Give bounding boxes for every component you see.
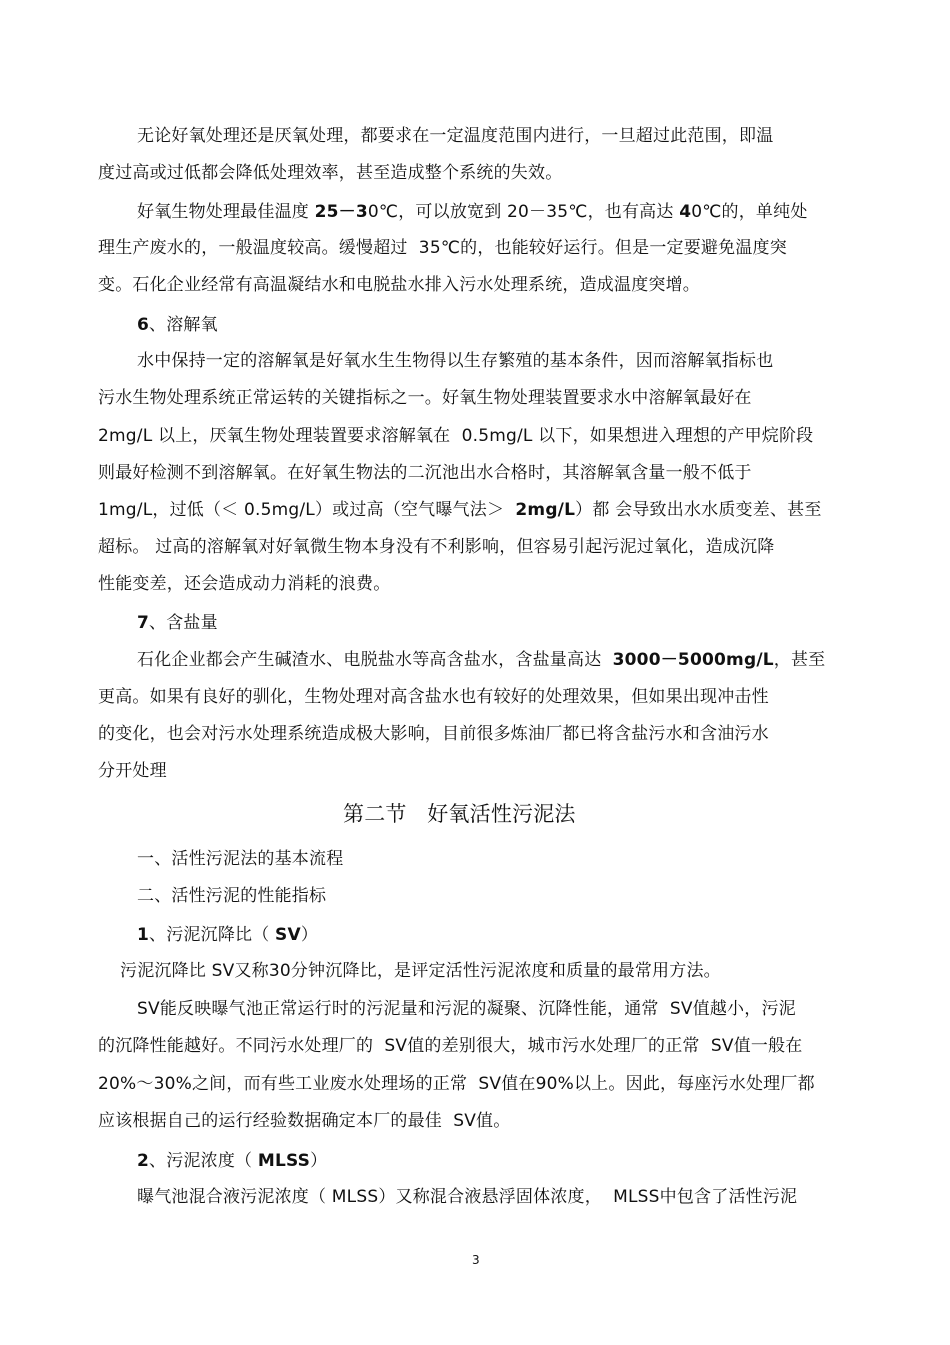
text-line: 无论好氧处理还是厌氧处理，都要求在一定温度范围内进行，一旦超过此范围，即温	[137, 126, 774, 146]
page-number: 3	[472, 1253, 480, 1267]
text-line: 变。石化企业经常有高温凝结水和电脱盐水排入污水处理系统，造成温度突增。	[98, 275, 700, 295]
text-line: 更高。如果有良好的驯化，生物处理对高含盐水也有较好的处理效果，但如果出现冲击性	[98, 687, 769, 707]
section-heading: 7、含盐量	[137, 613, 218, 633]
text-line: 污水生物处理系统正常运转的关键指标之一。好氧生物处理装置要求水中溶解氧最好在	[98, 388, 752, 408]
text-line: 石化企业都会产生碱渣水、电脱盐水等高含盐水，含盐量高达 3000－5000mg/L，甚至	[137, 650, 826, 670]
section-heading: 2、污泥浓度（ MLSS）	[137, 1151, 328, 1171]
subsection-heading: 一、活性污泥法的基本流程	[137, 849, 344, 869]
text-line: 超标。 过高的溶解氧对好氧微生物本身没有不利影响，但容易引起污泥过氧化，造成沉降	[98, 537, 775, 557]
section-heading: 1、污泥沉降比（ SV）	[137, 925, 319, 945]
text-line: 性能变差，还会造成动力消耗的浪费。	[98, 574, 391, 594]
text-line: 应该根据自己的运行经验数据确定本厂的最佳 SV值。	[98, 1111, 511, 1131]
text-line: 的沉降性能越好。不同污水处理厂的 SV值的差别很大，城市污水处理厂的正常 SV值一般在	[98, 1036, 803, 1056]
section-heading: 6、溶解氧	[137, 315, 218, 335]
subsection-heading: 二、活性污泥的性能指标	[137, 886, 327, 906]
text-line: 曝气池混合液污泥浓度（ MLSS）又称混合液悬浮固体浓度， MLSS中包含了活性污泥	[137, 1187, 798, 1207]
text-line: 水中保持一定的溶解氧是好氧水生生物得以生存繁殖的基本条件，因而溶解氧指标也	[137, 351, 774, 371]
text-line: 的变化，也会对污水处理系统造成极大影响，目前很多炼油厂都已将含盐污水和含油污水	[98, 724, 769, 744]
text-line: 20%～30%之间，而有些工业废水处理场的正常 SV值在90%以上。因此，每座污水处理厂都	[98, 1074, 815, 1094]
section-title: 第二节 好氧活性污泥法	[343, 802, 576, 826]
text-line: 污泥沉降比 SV又称30分钟沉降比，是评定活性污泥浓度和质量的最常用方法。	[120, 961, 721, 981]
text-line: 2mg/L 以上，厌氧生物处理装置要求溶解氧在 0.5mg/L 以下，如果想进入理想的产甲烷阶段	[98, 426, 814, 446]
text-line: 度过高或过低都会降低处理效率，甚至造成整个系统的失效。	[98, 163, 563, 183]
text-line: 分开处理	[98, 761, 167, 781]
text-line: 则最好检测不到溶解氧。在好氧生物法的二沉池出水合格时，其溶解氧含量一般不低于	[98, 463, 752, 483]
text-line: 好氧生物处理最佳温度 25－30℃，可以放宽到 20－35℃，也有高达 40℃的，单纯处	[137, 202, 808, 222]
text-line: SV能反映曝气池正常运行时的污泥量和污泥的凝聚、沉降性能，通常 SV值越小，污泥	[137, 999, 796, 1019]
text-line: 1mg/L，过低（＜ 0.5mg/L）或过高（空气曝气法＞ 2mg/L）都 会导致出水水质变差、甚至	[98, 500, 822, 520]
text-line: 理生产废水的，一般温度较高。缓慢超过 35℃的，也能较好运行。但是一定要避免温度突	[98, 238, 787, 258]
